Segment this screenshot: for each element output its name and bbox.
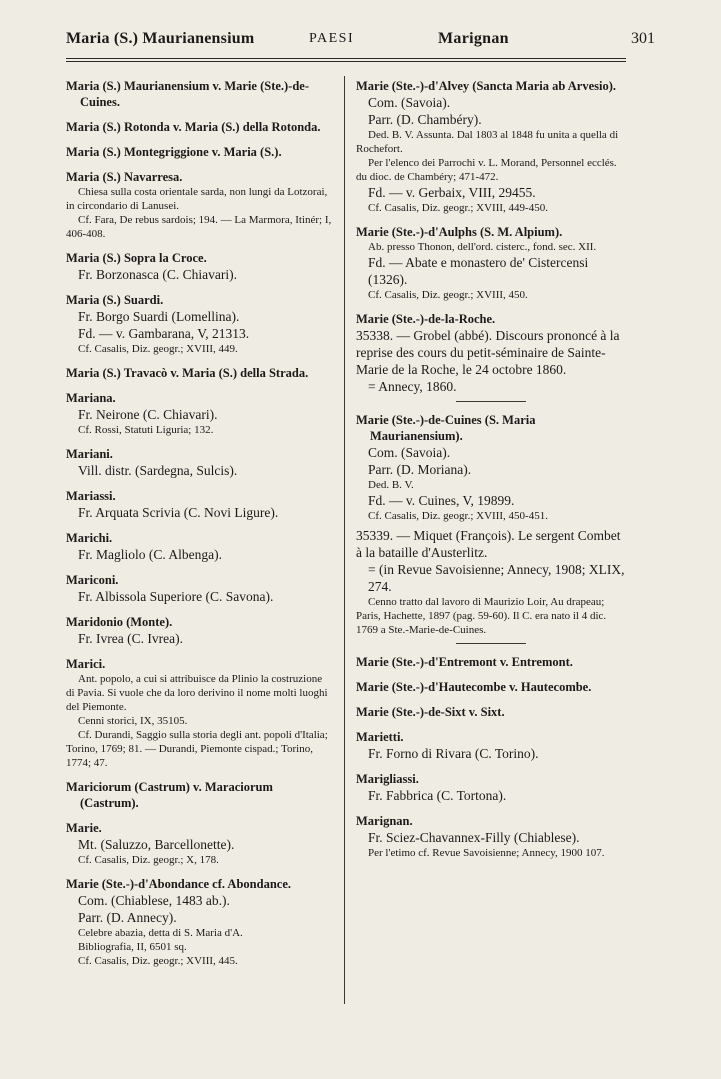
headword: Maria (S.) Navarresa.	[66, 170, 183, 184]
separator-rule	[456, 401, 526, 402]
running-head	[66, 30, 655, 54]
headword: Marichi.	[66, 531, 113, 545]
headword: Marici.	[66, 657, 106, 671]
headword: Marie (Ste.-)-de-Sixt v. Sixt.	[356, 705, 505, 719]
entry-description: Chiesa sulla costa orientale sarda, non lungi da Lotzorai, in circondario di Lanusei.	[66, 186, 328, 212]
entry	[66, 292, 332, 356]
entry	[66, 656, 332, 770]
entry-line: Parr. (D. Moriana).	[368, 462, 472, 477]
entry-line: Com. (Savoia).	[368, 445, 451, 460]
entry-line: Fr. Forno di Rivara (C. Torino).	[368, 746, 539, 761]
headword: Marie (Ste.-)-de-Cuines (S. Maria Maurianensium).	[356, 413, 536, 443]
entry-line: Fd. — v. Gambarana, V, 21313.	[78, 326, 250, 341]
entry	[356, 729, 626, 762]
entry	[66, 572, 332, 605]
entry-line: Fd. — v. Gerbaix, VIII, 29455.	[368, 185, 536, 200]
page-number: 301	[631, 30, 655, 47]
entry-line: = Annecy, 1860.	[368, 379, 457, 394]
entry-line: Com. (Chiablese, 1483 ab.).	[78, 893, 230, 908]
entry-line: Cenni storici, IX, 35105.	[78, 715, 188, 727]
entry-reference: Cf. Casalis, Diz. geogr.; XVIII, 449-450.	[368, 202, 548, 214]
entry	[356, 311, 626, 402]
header-rule-inner	[66, 61, 626, 62]
headword: Mariciorum (Castrum) v. Maraciorum (Castrum).	[66, 780, 273, 810]
headword: Maria (S.) Sopra la Croce.	[66, 251, 207, 265]
entry	[356, 679, 626, 695]
entry-line: Ded. B. V.	[368, 479, 414, 491]
headword: Marigliassi.	[356, 772, 419, 786]
entry	[66, 78, 332, 110]
headword: Marie (Ste.-)-d'Abondance cf. Abondance.	[66, 877, 291, 891]
headword: Marignan.	[356, 814, 413, 828]
column-divider	[344, 76, 345, 1004]
entry-line: Bibliografia, II, 6501 sq.	[78, 941, 187, 953]
separator-rule	[456, 643, 526, 644]
entry-description: Ab. presso Thonon, dell'ord. cisterc., fond. sec. XII.	[368, 241, 597, 253]
entry-line: Mt. (Saluzzo, Barcellonette).	[78, 837, 235, 852]
entry-line: Fd. — v. Cuines, V, 19899.	[368, 493, 515, 508]
entry-description: Per l'elenco dei Parrochi v. L. Morand, Personnel ecclés. du dioc. de Chambéry; 471-472.	[356, 157, 617, 183]
entry-reference: Cf. Durandi, Saggio sulla storia degli ant. popoli d'Italia; Torino, 1769; 81. — Durandi, Piemonte cispad.; Torino, 1774; 47.	[66, 729, 328, 769]
entry	[356, 813, 626, 860]
entry	[66, 614, 332, 647]
entry-line: Celebre abazia, detta di S. Maria d'A.	[78, 927, 243, 939]
entry	[66, 820, 332, 867]
headword: Maria (S.) Maurianensium v. Marie (Ste.)-de-Cuines.	[66, 79, 310, 109]
headword: Maria (S.) Rotonda v. Maria (S.) della Rotonda.	[66, 120, 321, 134]
entry	[356, 771, 626, 804]
entry-line: Fr. Borzonasca (C. Chiavari).	[78, 267, 237, 282]
entry-line: Fr. Fabbrica (C. Tortona).	[368, 788, 507, 803]
entry-line: Fr. Magliolo (C. Albenga).	[78, 547, 222, 562]
entry-line: Fr. Borgo Suardi (Lomellina).	[78, 309, 240, 324]
headword: Marie (Ste.-)-d'Hautecombe v. Hautecombe.	[356, 680, 592, 694]
entry-line: Parr. (D. Chambéry).	[368, 112, 482, 127]
entry	[66, 390, 332, 437]
entry-description: Cenno tratto dal lavoro di Maurizio Loir, Au drapeau; Paris, Hachette, 1897 (pag. 59-60). Il C. era nato il 4 dic. 1769 a Ste.-Marie-de-Cuines.	[356, 596, 607, 636]
right-column	[356, 78, 626, 869]
entry	[356, 78, 626, 215]
headword: Marie (Ste.-)-de-la-Roche.	[356, 312, 496, 326]
entry	[66, 530, 332, 563]
headword: Mariana.	[66, 391, 116, 405]
running-head-left: Maria (S.) Maurianensium	[66, 30, 255, 47]
entry-line: Fr. Albissola Superiore (C. Savona).	[78, 589, 274, 604]
entry-description: Ant. popolo, a cui si attribuisce da Plinio la costruzione di Pavia. Si vuole che da loro derivino il nome molti luoghi del Piemonte.	[66, 673, 328, 713]
entry	[66, 144, 332, 160]
entry-reference: Cf. Casalis, Diz. geogr.; XVIII, 449.	[78, 343, 238, 355]
entry-description: Ded. B. V. Assunta. Dal 1803 al 1848 fu unita a quella di Rochefort.	[356, 129, 619, 155]
entry	[66, 446, 332, 479]
entry	[356, 412, 626, 644]
entry-reference: Cf. Casalis, Diz. geogr.; XVIII, 450.	[368, 289, 528, 301]
entry	[356, 704, 626, 720]
headword: Mariani.	[66, 447, 113, 461]
headword: Marie (Ste.-)-d'Entremont v. Entremont.	[356, 655, 573, 669]
entry	[356, 654, 626, 670]
headword: Marietti.	[356, 730, 404, 744]
headword: Maria (S.) Travacò v. Maria (S.) della Strada.	[66, 366, 309, 380]
entry-line: Com. (Savoia).	[368, 95, 451, 110]
entry-line: Fr. Arquata Scrivia (C. Novi Ligure).	[78, 505, 279, 520]
headword: Marie (Ste.-)-d'Alvey (Sancta Maria ab Arvesio).	[356, 79, 617, 93]
entry	[66, 876, 332, 968]
entry-line: Fr. Sciez-Chavannex-Filly (Chiablese).	[368, 830, 580, 845]
entry	[66, 169, 332, 241]
entry-line: Fr. Ivrea (C. Ivrea).	[78, 631, 183, 646]
entry	[66, 488, 332, 521]
entry-line: Parr. (D. Annecy).	[78, 910, 177, 925]
headword: Marie.	[66, 821, 102, 835]
entry	[66, 779, 332, 811]
entry-description: Per l'etimo cf. Revue Savoisienne; Annecy, 1900 107.	[368, 847, 605, 859]
entry-line: = (in Revue Savoisienne; Annecy, 1908; XLIX, 274.	[368, 562, 625, 594]
headword: Mariconi.	[66, 573, 119, 587]
bibliography-item: 35339. — Miquet (François). Le sergent Combet à la bataille d'Austerlitz.	[356, 528, 621, 560]
entry-reference: Cf. Rossi, Statuti Liguria; 132.	[78, 424, 214, 436]
entry-reference: Cf. Casalis, Diz. geogr.; X, 178.	[78, 854, 219, 866]
header-rule	[66, 58, 626, 59]
entry	[66, 250, 332, 283]
headword: Maridonio (Monte).	[66, 615, 173, 629]
running-head-right: Marignan	[438, 30, 509, 47]
entry-line: Fr. Neirone (C. Chiavari).	[78, 407, 218, 422]
entry	[66, 365, 332, 381]
bibliography-item: 35338. — Grobel (abbé). Discours prononcé à la reprise des cours du petit-séminaire de Sainte-Marie de la Roche, le 24 octobre 1860.	[356, 328, 620, 377]
entry-reference: Cf. Casalis, Diz. geogr.; XVIII, 445.	[78, 955, 238, 967]
headword: Marie (Ste.-)-d'Aulphs (S. M. Alpium).	[356, 225, 563, 239]
left-column	[66, 78, 332, 977]
entry-line: Vill. distr. (Sardegna, Sulcis).	[78, 463, 238, 478]
headword: Maria (S.) Suardi.	[66, 293, 164, 307]
headword: Maria (S.) Montegriggione v. Maria (S.).	[66, 145, 282, 159]
headword: Mariassi.	[66, 489, 116, 503]
entry	[356, 224, 626, 302]
entry	[66, 119, 332, 135]
entry-line: Fd. — Abate e monastero de' Cistercensi (1326).	[368, 255, 589, 287]
entry-reference: Cf. Fara, De rebus sardois; 194. — La Marmora, Itinér; I, 406-408.	[66, 214, 332, 240]
entry-reference: Cf. Casalis, Diz. geogr.; XVIII, 450-451.	[368, 510, 548, 522]
running-head-section: PAESI	[309, 31, 355, 46]
